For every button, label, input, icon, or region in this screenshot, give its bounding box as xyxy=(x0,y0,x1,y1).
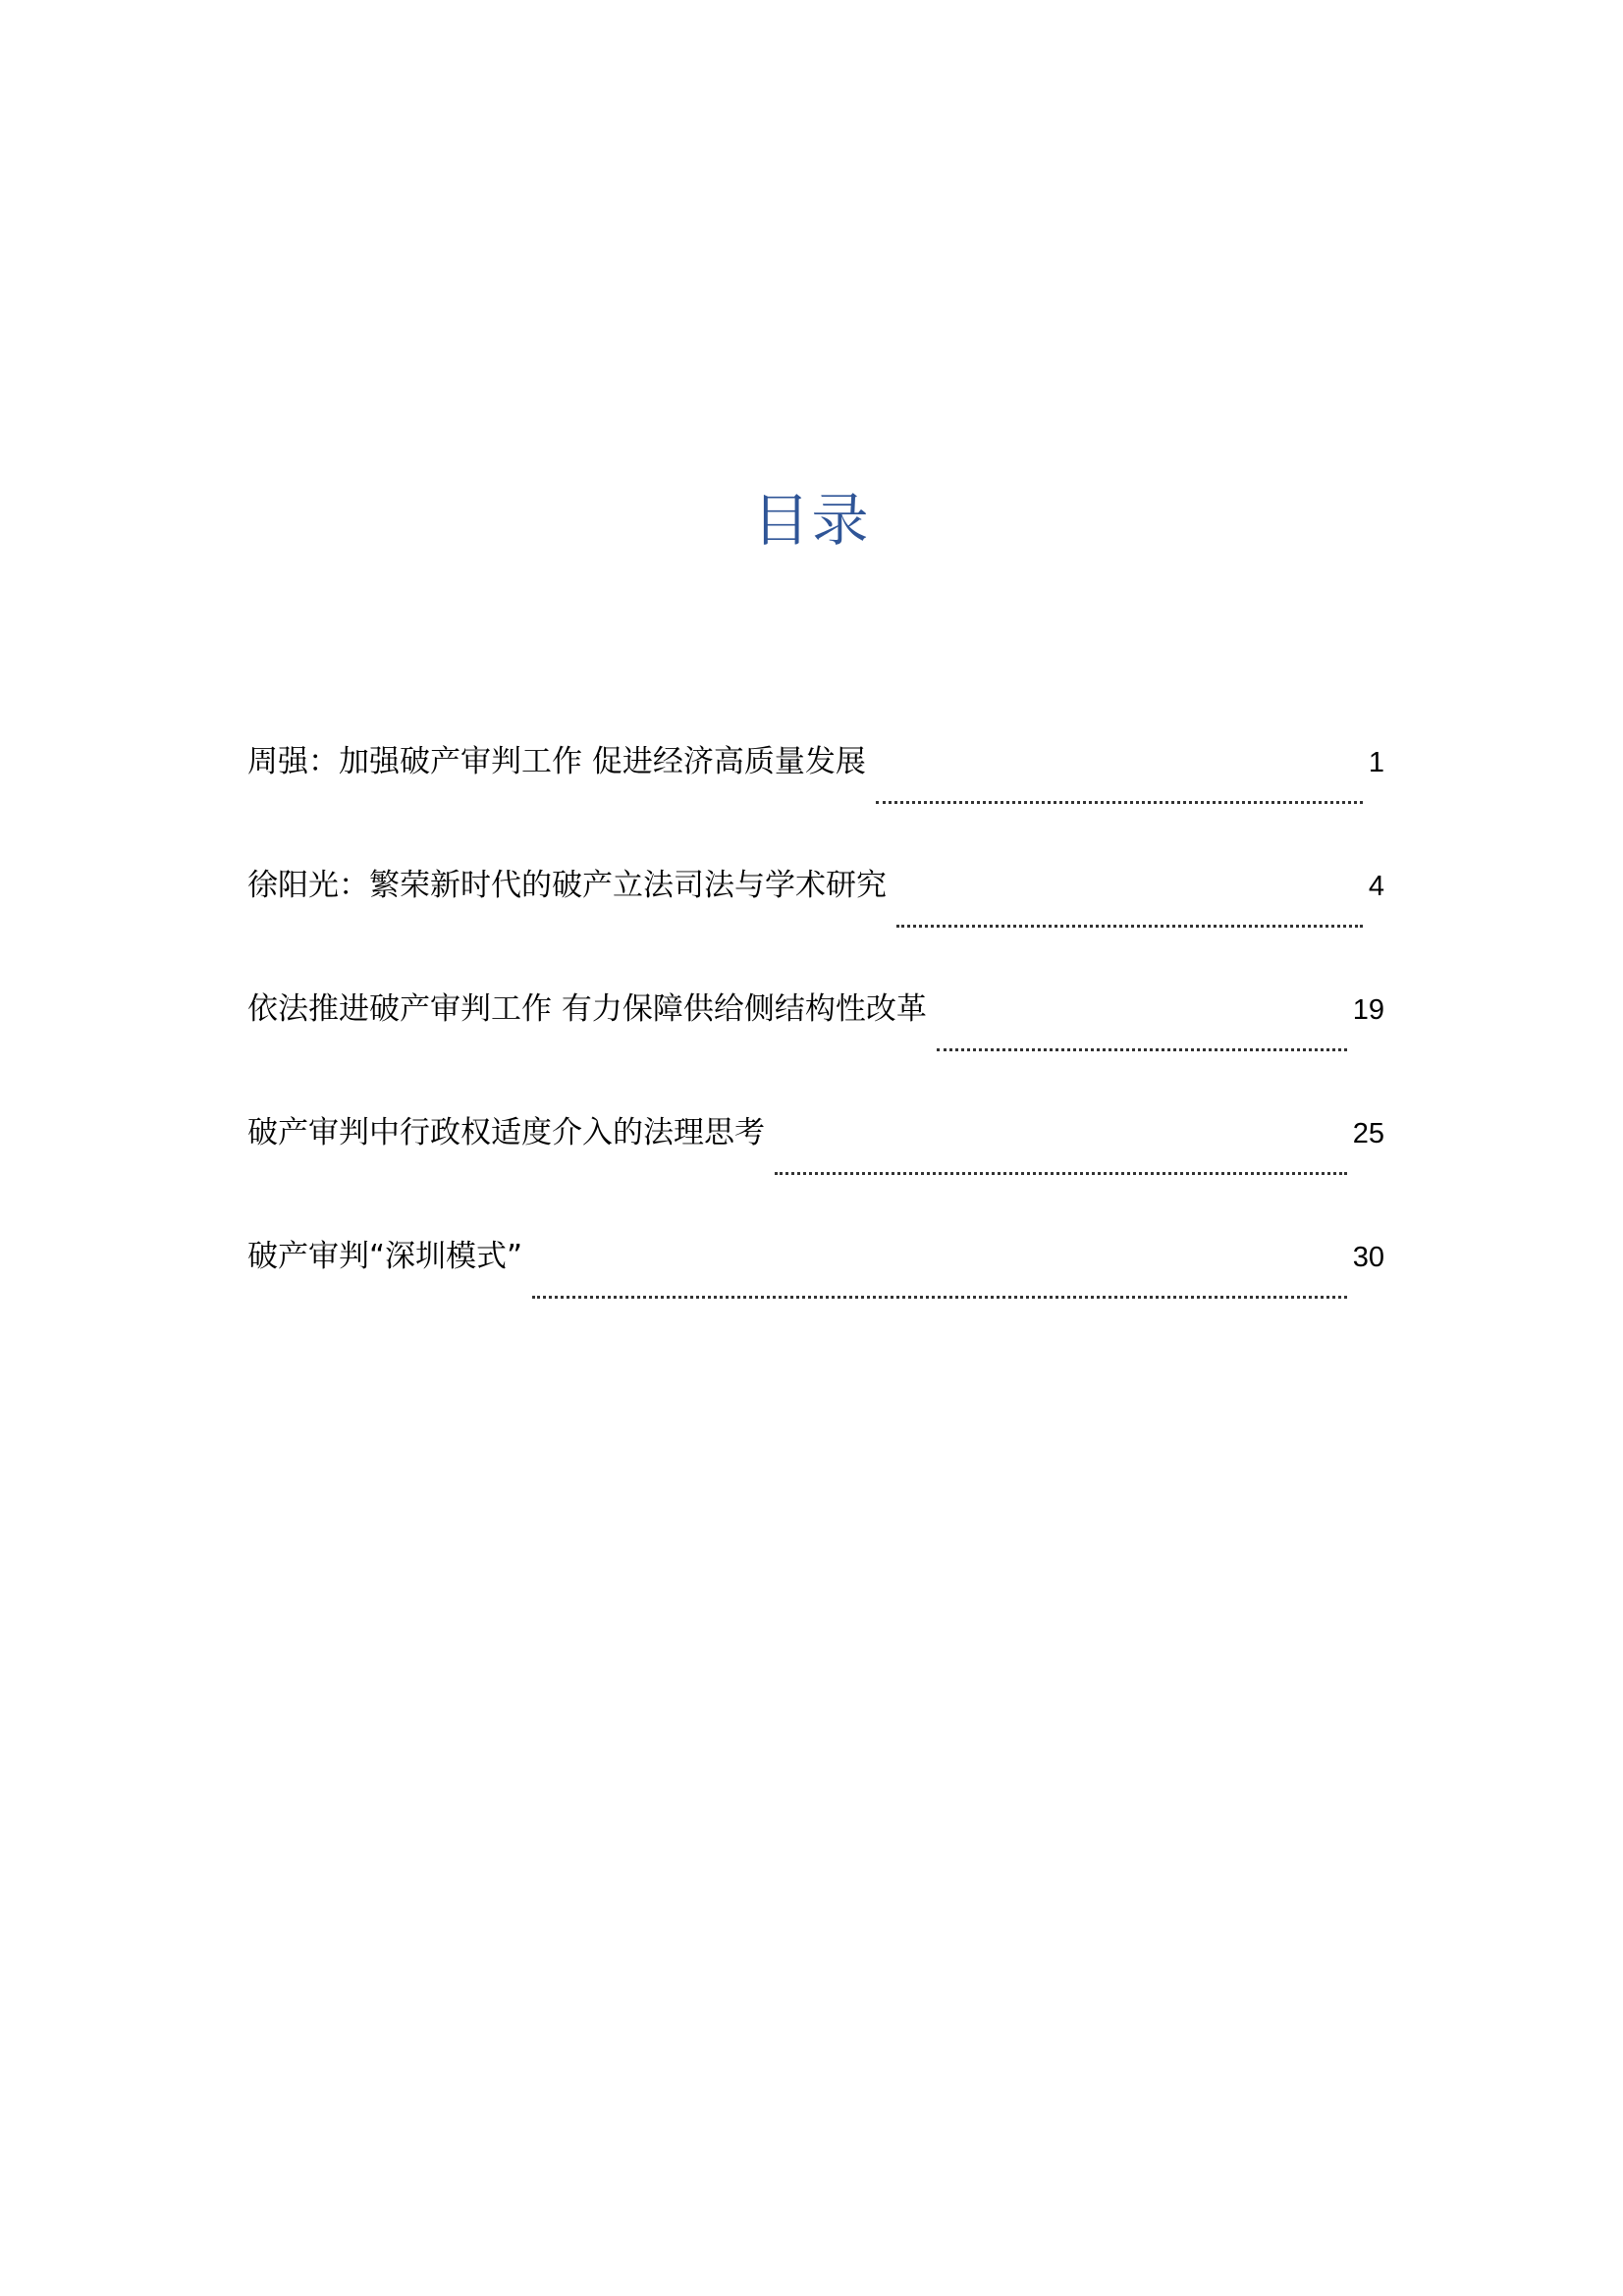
toc-page-number: 4 xyxy=(1368,871,1384,902)
toc-entry-5[interactable] xyxy=(247,1233,1384,1357)
toc-page-number: 25 xyxy=(1352,1118,1384,1149)
toc-entry-1[interactable] xyxy=(247,738,1384,862)
toc-dot-leader xyxy=(876,801,1363,804)
toc-entry-title: 徐阳光：繁荣新时代的破产立法司法与学术研究 xyxy=(247,868,887,903)
toc-page-number: 19 xyxy=(1352,994,1384,1026)
toc-dot-leader xyxy=(532,1296,1347,1299)
table-of-contents xyxy=(247,738,1384,1357)
toc-entry-2[interactable] xyxy=(247,862,1384,986)
toc-entry-title: 破产审判中行政权适度介入的法理思考 xyxy=(247,1115,765,1150)
toc-entry-title: 破产审判“深圳模式” xyxy=(247,1239,523,1274)
toc-entry-title: 依法推进破产审判工作 有力保障供给侧结构性改革 xyxy=(247,991,927,1027)
toc-page-number: 30 xyxy=(1352,1242,1384,1273)
toc-entry-title: 周强：加强破产审判工作 促进经济高质量发展 xyxy=(247,744,866,779)
page-title: 目录 xyxy=(752,487,871,554)
toc-dot-leader xyxy=(937,1048,1347,1051)
toc-page-number: 1 xyxy=(1368,747,1384,778)
toc-dot-leader xyxy=(775,1172,1347,1175)
toc-dot-leader xyxy=(896,925,1363,928)
toc-entry-3[interactable] xyxy=(247,986,1384,1109)
toc-entry-4[interactable] xyxy=(247,1109,1384,1233)
